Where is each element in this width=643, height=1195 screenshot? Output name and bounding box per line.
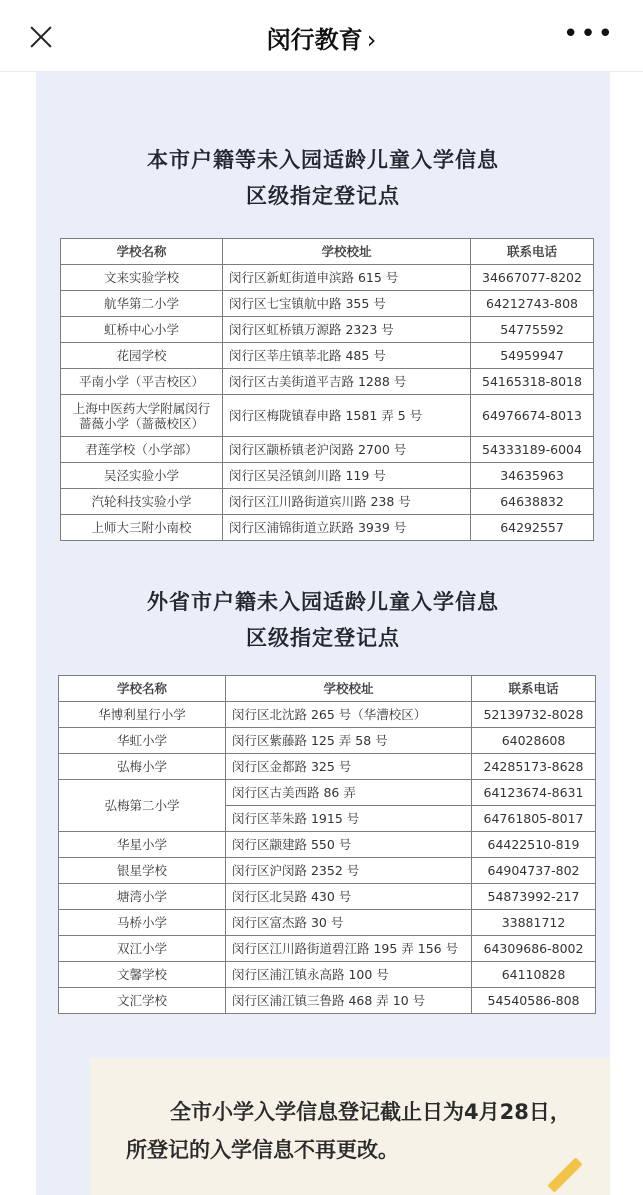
school-address: 闵行区莘朱路 1915 号: [226, 806, 472, 832]
school-address: 闵行区古美街道平吉路 1288 号: [223, 369, 471, 395]
school-name: 平南小学（平吉校区）: [61, 369, 223, 395]
table-row: [61, 463, 594, 489]
school-address: 闵行区紫藤路 125 弄 58 号: [226, 728, 472, 754]
nav-bar: [0, 0, 643, 72]
school-address: 闵行区北吴路 430 号: [226, 884, 472, 910]
phone-number: 54165318-8018: [471, 369, 594, 395]
school-address: 闵行区江川路街道宾川路 238 号: [223, 489, 471, 515]
school-address: 闵行区颛桥镇老沪闵路 2700 号: [223, 437, 471, 463]
school-address: 闵行区梅陇镇春申路 1581 弄 5 号: [223, 395, 471, 437]
table-row: [59, 858, 596, 884]
school-address: 闵行区富杰路 30 号: [226, 910, 472, 936]
account-name[interactable]: 闵行教育: [266, 26, 363, 54]
school-name: 文来实验学校: [61, 265, 223, 291]
section2-title-line1: 外省市户籍未入园适龄儿童入学信息: [147, 590, 499, 614]
table-row: [59, 728, 596, 754]
school-address: 闵行区北沈路 265 号（华漕校区）: [226, 702, 472, 728]
header-school-address: 学校校址: [223, 239, 471, 265]
school-address: 闵行区江川路街道碧江路 195 弄 156 号: [226, 936, 472, 962]
section2-title-line2: 区级指定登记点: [246, 626, 400, 650]
school-address: 闵行区吴泾镇剑川路 119 号: [223, 463, 471, 489]
phone-number: 54873992-217: [472, 884, 596, 910]
school-name: 华博利星行小学: [59, 702, 226, 728]
school-name: 上海中医药大学附属闵行蔷薇小学（蔷薇校区）: [61, 395, 223, 437]
header-school-address: 学校校址: [226, 676, 472, 702]
school-address: 闵行区浦锦街道立跃路 3939 号: [223, 515, 471, 541]
school-name: 文馨学校: [59, 962, 226, 988]
more-icon[interactable]: •••: [562, 19, 615, 49]
table-row: [61, 515, 594, 541]
phone-number: 64212743-808: [471, 291, 594, 317]
table-row: [59, 910, 596, 936]
section2-title: [36, 584, 610, 656]
phone-number: 64422510-819: [472, 832, 596, 858]
table-row: [59, 754, 596, 780]
school-name: 文汇学校: [59, 988, 226, 1014]
school-address: 闵行区颛建路 550 号: [226, 832, 472, 858]
table-row: [59, 988, 596, 1014]
phone-number: 34667077-8202: [471, 265, 594, 291]
account-title[interactable]: [0, 20, 643, 55]
table-row: [61, 317, 594, 343]
section1-title-line1: 本市户籍等未入园适龄儿童入学信息: [147, 148, 499, 172]
school-name: 塘湾小学: [59, 884, 226, 910]
chevron-right-icon[interactable]: ›: [366, 26, 377, 54]
table-row: [61, 291, 594, 317]
section1-title-line2: 区级指定登记点: [246, 184, 400, 208]
school-address: 闵行区莘庄镇莘北路 485 号: [223, 343, 471, 369]
school-name: 君莲学校（小学部）: [61, 437, 223, 463]
phone-number: 64123674-8631: [472, 780, 596, 806]
school-name: 虹桥中心小学: [61, 317, 223, 343]
school-address: 闵行区七宝镇航中路 355 号: [223, 291, 471, 317]
table-row: [59, 702, 596, 728]
school-name: 马桥小学: [59, 910, 226, 936]
phone-number: 54540586-808: [472, 988, 596, 1014]
header-phone: 联系电话: [472, 676, 596, 702]
section2-table: [58, 675, 596, 1014]
school-name: 吴泾实验小学: [61, 463, 223, 489]
school-name: 上师大三附小南校: [61, 515, 223, 541]
school-name: 银星学校: [59, 858, 226, 884]
school-address: 闵行区沪闵路 2352 号: [226, 858, 472, 884]
school-name: 汽轮科技实验小学: [61, 489, 223, 515]
school-address: 闵行区浦江镇三鲁路 468 弄 10 号: [226, 988, 472, 1014]
phone-number: 24285173-8628: [472, 754, 596, 780]
header-phone: 联系电话: [471, 239, 594, 265]
school-name: 花园学校: [61, 343, 223, 369]
school-address: 闵行区浦江镇永高路 100 号: [226, 962, 472, 988]
school-address: 闵行区新虹街道申滨路 615 号: [223, 265, 471, 291]
phone-number: 64110828: [472, 962, 596, 988]
school-name: 航华第二小学: [61, 291, 223, 317]
table-row: [59, 884, 596, 910]
notice-text: 全市小学入学信息登记截止日为4月28日，所登记的入学信息不再更改。: [126, 1100, 571, 1162]
phone-number: 64976674-8013: [471, 395, 594, 437]
phone-number: 54333189-6004: [471, 437, 594, 463]
phone-number: 64309686-8002: [472, 936, 596, 962]
section1-table: [60, 238, 594, 541]
school-address: 闵行区虹桥镇万源路 2323 号: [223, 317, 471, 343]
header-school-name: 学校名称: [59, 676, 226, 702]
school-name: 华星小学: [59, 832, 226, 858]
table-row: [61, 369, 594, 395]
table-header-row: [59, 676, 596, 702]
table-row: [59, 936, 596, 962]
school-name: 弘梅第二小学: [59, 780, 226, 832]
phone-number: 54775592: [471, 317, 594, 343]
phone-number: 64904737-802: [472, 858, 596, 884]
table-row: [61, 395, 594, 437]
table-row: [61, 343, 594, 369]
phone-number: 64761805-8017: [472, 806, 596, 832]
table-row: [59, 832, 596, 858]
phone-number: 64638832: [471, 489, 594, 515]
phone-number: 34635963: [471, 463, 594, 489]
phone-number: 33881712: [472, 910, 596, 936]
school-address: 闵行区金都路 325 号: [226, 754, 472, 780]
school-name: 华虹小学: [59, 728, 226, 754]
school-name: 双江小学: [59, 936, 226, 962]
table-row: [61, 489, 594, 515]
table-row: [61, 265, 594, 291]
table-row: [59, 780, 596, 806]
table-row: [61, 437, 594, 463]
school-name: 弘梅小学: [59, 754, 226, 780]
table-row: [59, 962, 596, 988]
phone-number: 54959947: [471, 343, 594, 369]
phone-number: 64028608: [472, 728, 596, 754]
header-school-name: 学校名称: [61, 239, 223, 265]
phone-number: 64292557: [471, 515, 594, 541]
table-header-row: [61, 239, 594, 265]
section1-title: [36, 142, 610, 214]
school-address: 闵行区古美西路 86 弄: [226, 780, 472, 806]
phone-number: 52139732-8028: [472, 702, 596, 728]
